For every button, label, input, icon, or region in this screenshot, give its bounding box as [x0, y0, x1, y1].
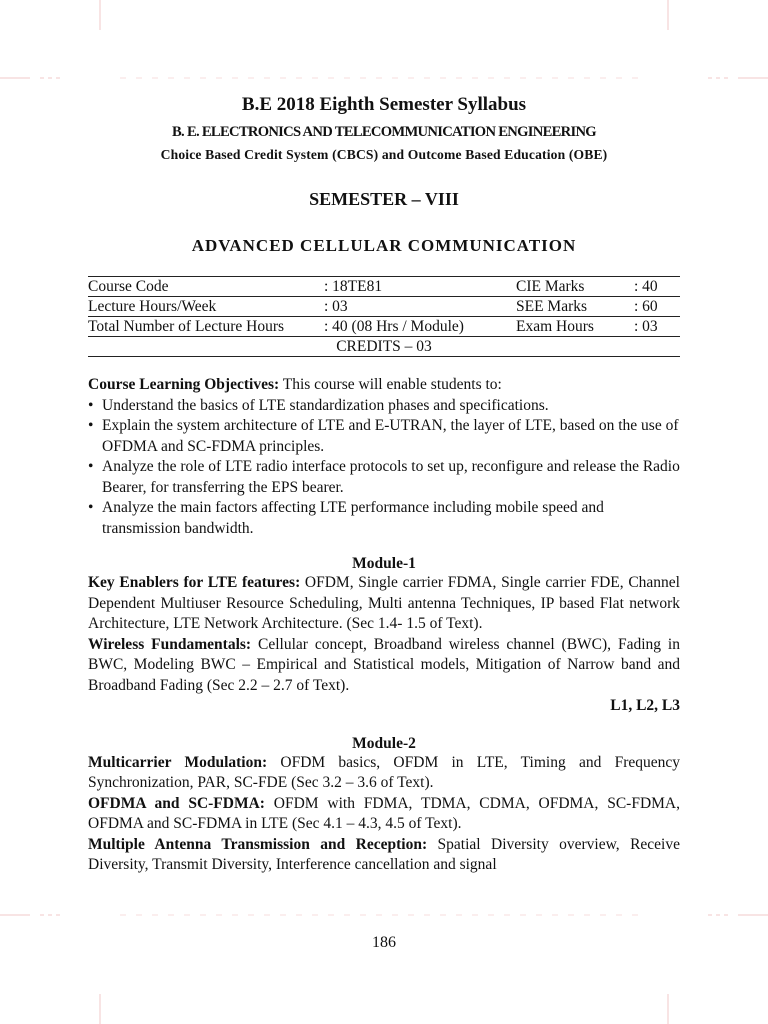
course-info-table — [88, 276, 680, 357]
list-item: • Understand the basics of LTE standardization phases and specifications. — [88, 396, 680, 417]
table-row — [88, 277, 680, 297]
see-marks-value: : 60 — [634, 297, 680, 317]
list-item: • Analyze the main factors affecting LTE performance including mobile speed and transmission bandwidth. — [88, 499, 604, 537]
bullet-icon: • — [88, 417, 94, 434]
module-2-paragraph-3: Multiple Antenna Transmission and Reception: Spatial Diversity overview, Receive Diversity, Transmit Diversity, Interference cancellation and signal — [88, 835, 680, 873]
module-2-paragraph-1: Multicarrier Modulation: OFDM basics, OFDM in LTE, Timing and Frequency Synchronization, PAR, SC-FDE (Sec 3.2 – 3.6 of Text). — [88, 753, 680, 791]
cie-marks-label: CIE Marks — [516, 277, 634, 297]
module-1-paragraph-2: Wireless Fundamentals: Cellular concept, Broadband wireless channel (BWC), Fading in BWC, Modeling BWC – Empirical and Statistical models, Mitigation of Narrow band and Broadband Fading (Sec 2.2 – 2.7 of Text). — [88, 635, 680, 694]
document-title: B.E 2018 Eighth Semester Syllabus — [241, 94, 527, 115]
objectives-intro-text: This course will enable students to: — [279, 376, 502, 393]
bullet-icon: • — [88, 499, 94, 516]
objectives-heading: Course Learning Objectives: — [88, 376, 280, 393]
total-hours-label: Total Number of Lecture Hours — [88, 317, 324, 337]
lecture-hours-value: : 03 — [324, 297, 516, 317]
semester-heading: SEMESTER – VIII — [309, 189, 459, 209]
page-number: 186 — [372, 934, 396, 951]
module-2-heading: Module-2 — [352, 734, 416, 752]
objectives-intro — [88, 375, 680, 396]
credits-cell: CREDITS – 03 — [88, 337, 680, 357]
table-row — [88, 337, 680, 357]
bullet-icon: • — [88, 396, 94, 414]
module-1-levels: L1, L2, L3 — [610, 697, 680, 714]
course-title: ADVANCED CELLULAR COMMUNICATION — [191, 236, 577, 255]
learning-objectives — [88, 375, 680, 539]
branch-title: B. E. ELECTRONICS AND TELECOMMUNICATION ENGINEERING — [172, 124, 596, 140]
lecture-hours-label: Lecture Hours/Week — [88, 297, 324, 317]
module-2-paragraph-2: OFDMA and SC-FDMA: OFDM with FDMA, TDMA, CDMA, OFDMA, SC-FDMA, OFDMA and SC-FDMA in LTE (Sec 4.1 – 4.3, 4.5 of Text). — [88, 794, 680, 832]
syllabus-page — [88, 94, 680, 876]
cie-marks-value: : 40 — [634, 277, 680, 297]
course-code-value: : 18TE81 — [324, 277, 516, 297]
module-1-heading: Module-1 — [352, 555, 416, 572]
list-item: • Analyze the role of LTE radio interface protocols to set up, reconfigure and release the Radio Bearer, for transferring the EPS bearer. — [88, 458, 680, 496]
see-marks-label: SEE Marks — [516, 297, 634, 317]
module-1-paragraph-1: Key Enablers for LTE features: OFDM, Single carrier FDMA, Single carrier FDE, Channel Dependent Multiuser Resource Scheduling, Multi antenna Techniques, IP based Flat network Architecture, LTE Network Architecture. (Sec 1.4- 1.5 of Text). — [88, 574, 680, 632]
exam-hours-value: : 03 — [634, 317, 680, 337]
list-item: • Explain the system architecture of LTE and E-UTRAN, the layer of LTE, based on the use of OFDMA and SC-FDMA principles. — [88, 417, 679, 455]
table-row — [88, 317, 680, 337]
bullet-icon: • — [88, 458, 94, 475]
total-hours-value: : 40 (08 Hrs / Module) — [324, 317, 516, 337]
scheme-subtitle: Choice Based Credit System (CBCS) and Outcome Based Education (OBE) — [160, 147, 608, 162]
course-code-label: Course Code — [88, 277, 324, 297]
table-row — [88, 297, 680, 317]
exam-hours-label: Exam Hours — [516, 317, 634, 337]
